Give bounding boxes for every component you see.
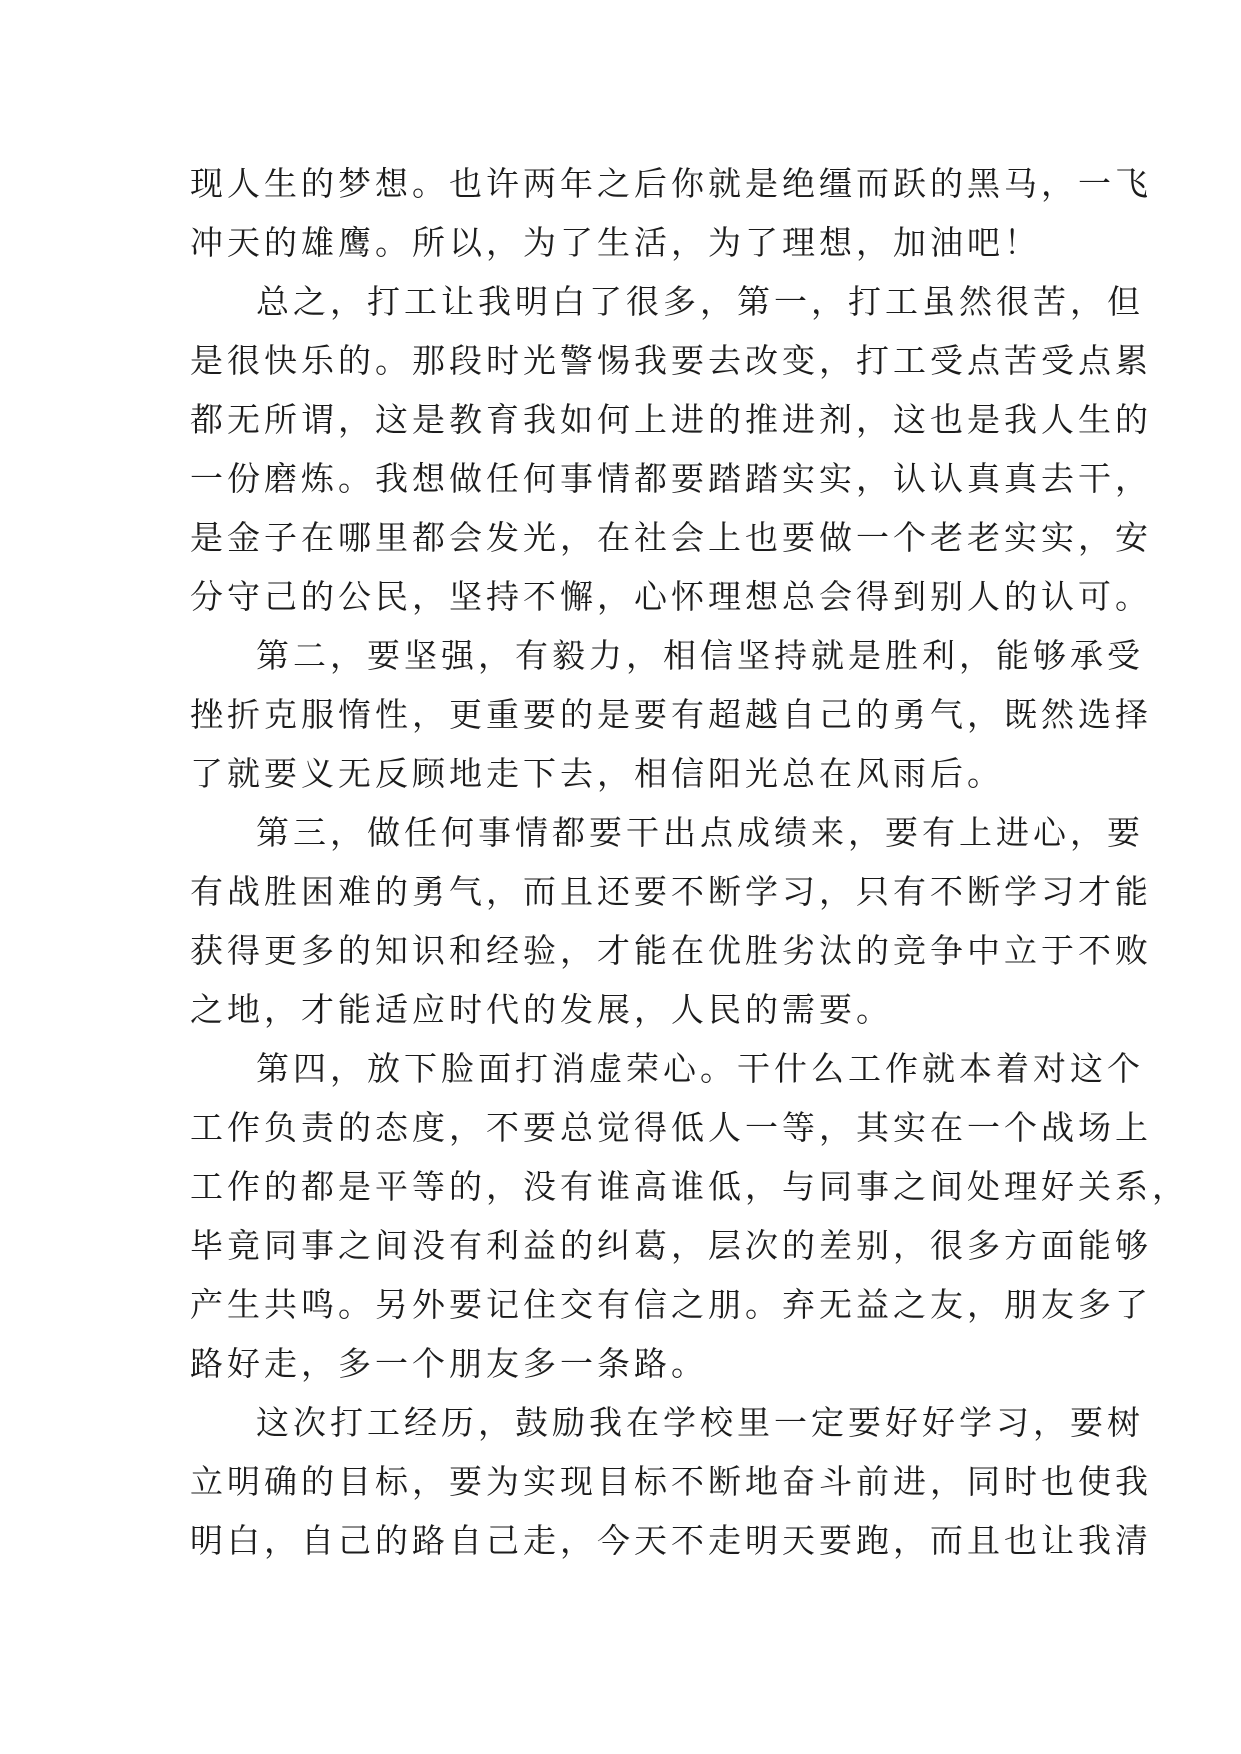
text-line: 挫折克服惰性，更重要的是要有超越自己的勇气，既然选择	[190, 695, 1152, 734]
text-line: 了就要义无反顾地走下去，相信阳光总在风雨后。	[190, 754, 1004, 793]
text-line: 毕竟同事之间没有利益的纠葛，层次的差别，很多方面能够	[190, 1226, 1152, 1265]
paragraph-start-line: 总之，打工让我明白了很多，第一，打工虽然很苦，但	[256, 282, 1144, 321]
text-line: 获得更多的知识和经验，才能在优胜劣汰的竞争中立于不败	[190, 931, 1152, 970]
text-line: 之地，才能适应时代的发展，人民的需要。	[190, 990, 893, 1029]
document-body	[190, 154, 1189, 1570]
text-line: 工作的都是平等的，没有谁高谁低，与同事之间处理好关系，	[190, 1167, 1189, 1206]
paragraph-start-line: 第二，要坚强，有毅力，相信坚持就是胜利，能够承受	[256, 636, 1144, 675]
paragraph-start-line: 第四，放下脸面打消虚荣心。干什么工作就本着对这个	[256, 1049, 1144, 1088]
text-line: 现人生的梦想。也许两年之后你就是绝缰而跃的黑马，一飞	[190, 164, 1152, 203]
text-line: 立明确的目标，要为实现目标不断地奋斗前进，同时也使我	[190, 1462, 1152, 1501]
text-line: 明白，自己的路自己走，今天不走明天要跑，而且也让我清	[190, 1521, 1152, 1560]
text-line: 产生共鸣。另外要记住交有信之朋。弃无益之友，朋友多了	[190, 1285, 1152, 1324]
text-line: 是金子在哪里都会发光，在社会上也要做一个老老实实，安	[190, 518, 1152, 557]
text-line: 是很快乐的。那段时光警惕我要去改变，打工受点苦受点累	[190, 341, 1152, 380]
text-line: 工作负责的态度，不要总觉得低人一等，其实在一个战场上	[190, 1108, 1152, 1147]
text-line: 都无所谓，这是教育我如何上进的推进剂，这也是我人生的	[190, 400, 1152, 439]
text-line: 一份磨炼。我想做任何事情都要踏踏实实，认认真真去干，	[190, 459, 1152, 498]
text-line: 路好走，多一个朋友多一条路。	[190, 1344, 708, 1383]
paragraph-start-line: 第三，做任何事情都要干出点成绩来，要有上进心，要	[256, 813, 1144, 852]
text-line: 分守己的公民，坚持不懈，心怀理想总会得到别人的认可。	[190, 577, 1152, 616]
text-line: 冲天的雄鹰。所以，为了生活，为了理想，加油吧！	[190, 223, 1041, 262]
paragraph-start-line: 这次打工经历，鼓励我在学校里一定要好好学习，要树	[256, 1403, 1144, 1442]
text-line: 有战胜困难的勇气，而且还要不断学习，只有不断学习才能	[190, 872, 1152, 911]
